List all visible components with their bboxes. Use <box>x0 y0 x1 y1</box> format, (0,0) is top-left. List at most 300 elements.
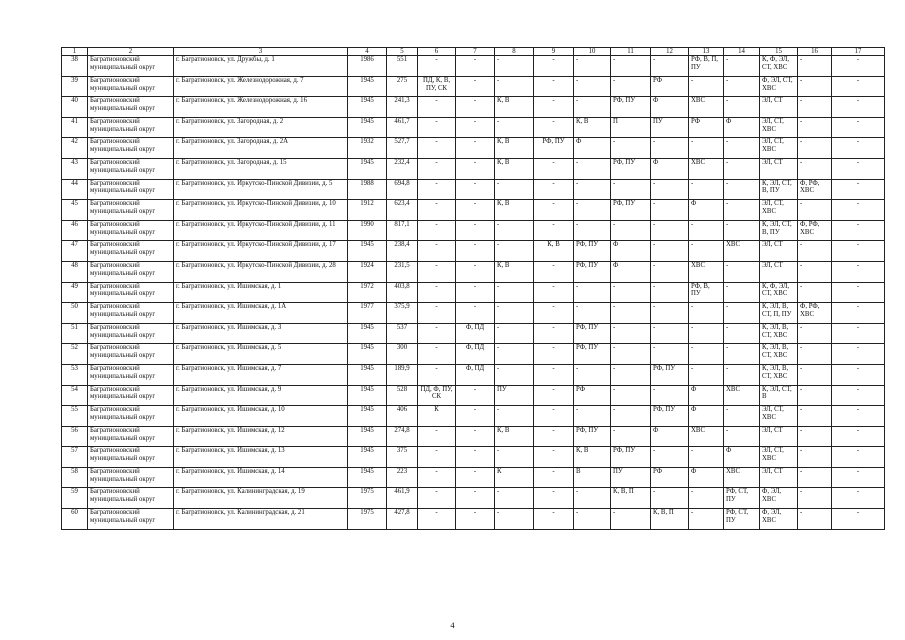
table-cell: - <box>456 406 495 427</box>
table-cell: К, В <box>495 138 534 159</box>
table-cell: - <box>418 97 456 118</box>
table-cell: - <box>495 282 534 303</box>
table-cell: РФ, В, П, ПУ <box>689 56 724 77</box>
table-cell: - <box>651 56 689 77</box>
column-number: 10 <box>574 48 611 56</box>
table-cell: - <box>418 56 456 77</box>
table-cell: 461,7 <box>387 117 418 138</box>
table-cell: ЭЛ, СТ <box>760 97 798 118</box>
table-cell: 1977 <box>348 303 387 324</box>
table-cell: Багратионовский муниципальный округ <box>88 241 174 262</box>
table-row <box>62 97 885 118</box>
table-cell: - <box>798 426 832 447</box>
table-cell: 427,8 <box>387 509 418 530</box>
table-cell: г. Багратионовск, ул. Железнодорожная, д. 7 <box>174 76 348 97</box>
table-cell: - <box>832 385 885 406</box>
table-cell: - <box>574 220 611 241</box>
table-cell: 1932 <box>348 138 387 159</box>
table-cell: РФ, ПУ <box>574 344 611 365</box>
table-cell: К, ЭЛ, В, СТ, ХВС <box>760 344 798 365</box>
table-cell: ЭЛ, СТ, ХВС <box>760 117 798 138</box>
table-cell: - <box>611 364 651 385</box>
table-cell: - <box>651 488 689 509</box>
column-number: 13 <box>689 48 724 56</box>
table-cell: ПД, Ф, ПУ, СК <box>418 385 456 406</box>
table-cell: - <box>534 97 574 118</box>
table-cell: Багратионовский муниципальный округ <box>88 97 174 118</box>
table-cell: ХВС <box>689 97 724 118</box>
table-cell: - <box>689 323 724 344</box>
table-cell: - <box>574 282 611 303</box>
table-cell: Ф <box>689 385 724 406</box>
table-cell: - <box>418 200 456 221</box>
table-cell: - <box>418 426 456 447</box>
table-cell: 44 <box>62 179 88 200</box>
building-repair-table <box>61 47 885 530</box>
table-cell: г. Багратионовск, ул. Ишимская, д. 14 <box>174 467 348 488</box>
table-cell: - <box>456 97 495 118</box>
table-cell: К, В <box>495 426 534 447</box>
table-cell: ЭЛ, СТ, ХВС <box>760 200 798 221</box>
table-cell: г. Багратионовск, ул. Загородная, д. 15 <box>174 158 348 179</box>
table-cell: РФ, ПУ <box>651 364 689 385</box>
table-cell: - <box>832 56 885 77</box>
table-cell: - <box>456 117 495 138</box>
table-cell: - <box>574 56 611 77</box>
table-cell: г. Багратионовск, ул. Ишимская, д. 13 <box>174 447 348 468</box>
table-cell: 232,4 <box>387 158 418 179</box>
table-cell: К, В <box>495 200 534 221</box>
table-cell: - <box>418 261 456 282</box>
table-cell: Ф <box>651 426 689 447</box>
table-cell: 41 <box>62 117 88 138</box>
table-cell: Багратионовский муниципальный округ <box>88 509 174 530</box>
table-cell: - <box>534 447 574 468</box>
table-body <box>62 56 885 530</box>
table-cell: - <box>832 488 885 509</box>
table-cell: Багратионовский муниципальный округ <box>88 158 174 179</box>
table-cell: - <box>611 344 651 365</box>
table-cell: - <box>651 303 689 324</box>
table-cell: Багратионовский муниципальный округ <box>88 138 174 159</box>
table-cell: - <box>689 488 724 509</box>
table-cell: ЭЛ, СТ <box>760 467 798 488</box>
table-cell: - <box>456 261 495 282</box>
table-cell: ЭЛ, СТ <box>760 426 798 447</box>
table-cell: - <box>798 364 832 385</box>
table-cell: ПД, К, В, ПУ, СК <box>418 76 456 97</box>
table-cell: - <box>495 447 534 468</box>
table-cell: - <box>611 323 651 344</box>
table-cell: 42 <box>62 138 88 159</box>
table-cell: - <box>689 303 724 324</box>
table-cell: Ф, ПД <box>456 344 495 365</box>
table-cell: Ф, ЭЛ, СТ, ХВС <box>760 76 798 97</box>
table-cell: РФ, ПУ <box>611 97 651 118</box>
table-cell: 1945 <box>348 426 387 447</box>
table-cell: - <box>418 323 456 344</box>
table-cell: - <box>456 158 495 179</box>
table-cell: К, ЭЛ, СТ, В, ПУ <box>760 179 798 200</box>
table-cell: - <box>418 179 456 200</box>
table-cell: ЭЛ, СТ, ХВС <box>760 138 798 159</box>
table-cell: 223 <box>387 467 418 488</box>
table-cell: - <box>651 344 689 365</box>
table-cell: - <box>456 76 495 97</box>
table-cell: ЭЛ, СТ <box>760 261 798 282</box>
table-cell: - <box>534 76 574 97</box>
column-number: 6 <box>418 48 456 56</box>
table-cell: - <box>495 117 534 138</box>
table-cell: РФ <box>651 467 689 488</box>
table-cell: 1945 <box>348 323 387 344</box>
table-cell: К, ЭЛ, СТ, В <box>760 385 798 406</box>
table-cell: - <box>495 303 534 324</box>
table-cell: Багратионовский муниципальный округ <box>88 56 174 77</box>
column-number: 12 <box>651 48 689 56</box>
table-cell: ХВС <box>689 261 724 282</box>
table-cell: 1945 <box>348 364 387 385</box>
table-cell: ЭЛ, СТ, ХВС <box>760 447 798 468</box>
table-cell: - <box>724 97 760 118</box>
table-cell: - <box>832 282 885 303</box>
table-cell: г. Багратионовск, ул. Ишимская, д. 1А <box>174 303 348 324</box>
column-number: 14 <box>724 48 760 56</box>
table-cell: г. Багратионовск, ул. Ишимская, д. 9 <box>174 385 348 406</box>
table-cell: Ф, ЭЛ, ХВС <box>760 509 798 530</box>
table-cell: - <box>832 447 885 468</box>
table-cell: - <box>534 261 574 282</box>
table-cell: Багратионовский муниципальный округ <box>88 179 174 200</box>
table-cell: Ф <box>651 97 689 118</box>
table-cell: 46 <box>62 220 88 241</box>
table-cell: 43 <box>62 158 88 179</box>
table-cell: К <box>495 467 534 488</box>
table-cell: - <box>651 220 689 241</box>
table-cell: - <box>456 282 495 303</box>
table-cell: - <box>832 344 885 365</box>
table-cell: - <box>534 509 574 530</box>
document-page <box>61 47 884 530</box>
table-cell: - <box>418 117 456 138</box>
table-cell: - <box>418 303 456 324</box>
table-cell: Ф, ПД <box>456 364 495 385</box>
table-cell: г. Багратионовск, ул. Иркутско-Пинской Дивизии, д. 5 <box>174 179 348 200</box>
table-cell: - <box>418 220 456 241</box>
table-cell: - <box>724 220 760 241</box>
column-number: 2 <box>88 48 174 56</box>
table-cell: 694,8 <box>387 179 418 200</box>
table-cell: - <box>832 303 885 324</box>
table-cell: Ф <box>724 447 760 468</box>
table-cell: - <box>689 344 724 365</box>
table-cell: 51 <box>62 323 88 344</box>
table-cell: г. Багратионовск, ул. Иркутско-Пинской Дивизии, д. 28 <box>174 261 348 282</box>
column-number: 15 <box>760 48 798 56</box>
table-cell: РФ <box>651 76 689 97</box>
table-cell: - <box>495 56 534 77</box>
table-cell: - <box>724 261 760 282</box>
table-cell: 40 <box>62 97 88 118</box>
table-cell: Багратионовский муниципальный округ <box>88 200 174 221</box>
table-cell: - <box>611 303 651 324</box>
table-cell: 1945 <box>348 158 387 179</box>
table-cell: Багратионовский муниципальный округ <box>88 76 174 97</box>
column-number-row <box>62 48 885 56</box>
table-cell: 623,4 <box>387 200 418 221</box>
table-cell: - <box>832 117 885 138</box>
table-cell: Ф <box>611 241 651 262</box>
table-cell: Багратионовский муниципальный округ <box>88 323 174 344</box>
table-cell: Багратионовский муниципальный округ <box>88 117 174 138</box>
table-cell: - <box>574 488 611 509</box>
table-cell: - <box>798 241 832 262</box>
table-cell: Ф <box>611 261 651 282</box>
table-cell: - <box>456 488 495 509</box>
table-cell: - <box>574 158 611 179</box>
table-cell: - <box>534 467 574 488</box>
table-cell: П <box>611 117 651 138</box>
table-cell: К, ЭЛ, В, СТ, П, ПУ <box>760 303 798 324</box>
table-cell: - <box>611 56 651 77</box>
table-row <box>62 385 885 406</box>
table-cell: Ф <box>724 117 760 138</box>
table-cell: К, В, П <box>651 509 689 530</box>
table-cell: - <box>534 179 574 200</box>
column-number: 3 <box>174 48 348 56</box>
table-cell: - <box>495 406 534 427</box>
table-cell: - <box>534 406 574 427</box>
table-cell: - <box>832 241 885 262</box>
table-cell: - <box>456 467 495 488</box>
table-cell: - <box>456 56 495 77</box>
table-cell: - <box>651 179 689 200</box>
table-cell: - <box>798 138 832 159</box>
table-cell: г. Багратионовск, ул. Ишимская, д. 1 <box>174 282 348 303</box>
table-cell: - <box>798 509 832 530</box>
table-cell: - <box>651 200 689 221</box>
table-cell: - <box>611 385 651 406</box>
table-cell: 59 <box>62 488 88 509</box>
table-cell: 60 <box>62 509 88 530</box>
table-cell: г. Багратионовск, ул. Ишимская, д. 5 <box>174 344 348 365</box>
table-row <box>62 303 885 324</box>
table-cell: - <box>798 488 832 509</box>
table-cell: 54 <box>62 385 88 406</box>
table-cell: 38 <box>62 56 88 77</box>
table-cell: - <box>798 117 832 138</box>
table-row <box>62 261 885 282</box>
column-number: 1 <box>62 48 88 56</box>
table-cell: 1988 <box>348 179 387 200</box>
table-cell: К, В <box>574 447 611 468</box>
table-row <box>62 200 885 221</box>
table-cell: - <box>798 261 832 282</box>
table-cell: ЭЛ, СТ, ХВС <box>760 406 798 427</box>
table-cell: - <box>418 467 456 488</box>
table-cell: 300 <box>387 344 418 365</box>
table-cell: 1945 <box>348 406 387 427</box>
table-cell: - <box>689 179 724 200</box>
table-cell: ЭЛ, СТ <box>760 158 798 179</box>
table-row <box>62 282 885 303</box>
table-cell: РФ <box>689 117 724 138</box>
table-cell: - <box>456 138 495 159</box>
table-cell: - <box>495 76 534 97</box>
table-cell: ХВС <box>689 158 724 179</box>
table-cell: - <box>724 344 760 365</box>
table-cell: - <box>832 138 885 159</box>
table-cell: - <box>651 241 689 262</box>
table-cell: 1975 <box>348 509 387 530</box>
table-cell: - <box>611 179 651 200</box>
table-cell: 48 <box>62 261 88 282</box>
table-cell: ХВС <box>689 426 724 447</box>
table-cell: - <box>456 447 495 468</box>
table-cell: 1945 <box>348 241 387 262</box>
column-number: 16 <box>798 48 832 56</box>
table-cell: 403,8 <box>387 282 418 303</box>
table-cell: - <box>456 241 495 262</box>
table-cell: г. Багратионовск, ул. Ишимская, д. 7 <box>174 364 348 385</box>
table-cell: ХВС <box>724 467 760 488</box>
table-row <box>62 117 885 138</box>
table-cell: - <box>798 406 832 427</box>
table-cell: - <box>574 97 611 118</box>
table-cell: 49 <box>62 282 88 303</box>
table-cell: г. Багратионовск, ул. Дружбы, д. 1 <box>174 56 348 77</box>
table-cell: - <box>651 447 689 468</box>
table-cell: - <box>832 179 885 200</box>
table-cell: - <box>611 76 651 97</box>
table-cell: - <box>798 97 832 118</box>
table-cell: г. Багратионовск, ул. Загородная, д. 2А <box>174 138 348 159</box>
table-cell: 817,1 <box>387 220 418 241</box>
table-cell: - <box>534 282 574 303</box>
table-cell: - <box>689 241 724 262</box>
table-cell: г. Багратионовск, ул. Ишимская, д. 3 <box>174 323 348 344</box>
table-row <box>62 364 885 385</box>
table-cell: 1990 <box>348 220 387 241</box>
table-cell: - <box>534 56 574 77</box>
table-cell: К, ЭЛ, В, СТ, ХВС <box>760 323 798 344</box>
table-cell: ПУ <box>651 117 689 138</box>
table-cell: - <box>495 488 534 509</box>
table-cell: Ф <box>651 158 689 179</box>
table-cell: г. Багратионовск, ул. Калининградская, д. 19 <box>174 488 348 509</box>
table-cell: - <box>689 364 724 385</box>
table-cell: - <box>798 385 832 406</box>
table-cell: К, ЭЛ, СТ, В, ПУ <box>760 220 798 241</box>
table-row <box>62 323 885 344</box>
table-cell: - <box>574 179 611 200</box>
table-cell: - <box>418 364 456 385</box>
table-cell: - <box>689 220 724 241</box>
table-cell: 45 <box>62 200 88 221</box>
table-cell: 1945 <box>348 344 387 365</box>
table-cell: ХВС <box>724 241 760 262</box>
table-cell: РФ, ПУ <box>611 447 651 468</box>
table-cell: - <box>832 509 885 530</box>
table-row <box>62 158 885 179</box>
table-cell: - <box>611 282 651 303</box>
table-cell: г. Багратионовск, ул. Железнодорожная, д. 16 <box>174 97 348 118</box>
table-cell: - <box>456 426 495 447</box>
table-cell: ХВС <box>724 385 760 406</box>
table-cell: 1945 <box>348 117 387 138</box>
table-cell: - <box>832 158 885 179</box>
table-cell: - <box>534 158 574 179</box>
table-cell: - <box>689 76 724 97</box>
table-cell: 527,7 <box>387 138 418 159</box>
table-cell: РФ <box>574 385 611 406</box>
table-cell: - <box>724 179 760 200</box>
table-cell: - <box>798 282 832 303</box>
table-cell: 57 <box>62 447 88 468</box>
table-cell: - <box>724 56 760 77</box>
table-cell: - <box>611 509 651 530</box>
table-cell: - <box>418 282 456 303</box>
table-cell: 241,3 <box>387 97 418 118</box>
table-cell: - <box>456 385 495 406</box>
table-cell: - <box>418 138 456 159</box>
table-row <box>62 509 885 530</box>
table-cell: - <box>495 179 534 200</box>
table-cell: - <box>534 323 574 344</box>
table-cell: - <box>574 76 611 97</box>
column-number: 5 <box>387 48 418 56</box>
table-cell: 1945 <box>348 76 387 97</box>
table-cell: - <box>611 220 651 241</box>
table-cell: - <box>798 447 832 468</box>
table-cell: - <box>832 220 885 241</box>
table-cell: - <box>495 344 534 365</box>
table-cell: Ф <box>689 406 724 427</box>
table-cell: - <box>832 323 885 344</box>
table-cell: - <box>832 200 885 221</box>
table-cell: - <box>724 282 760 303</box>
table-cell: - <box>456 509 495 530</box>
table-cell: - <box>534 385 574 406</box>
table-cell: г. Багратионовск, ул. Калининградская, д. 21 <box>174 509 348 530</box>
table-cell: 53 <box>62 364 88 385</box>
table-row <box>62 179 885 200</box>
table-cell: - <box>456 220 495 241</box>
table-cell: РФ, СТ, ПУ <box>724 509 760 530</box>
table-cell: РФ, В, ПУ <box>689 282 724 303</box>
table-cell: - <box>832 364 885 385</box>
table-cell: ЭЛ, СТ <box>760 241 798 262</box>
table-cell: - <box>495 323 534 344</box>
table-cell: - <box>574 509 611 530</box>
table-cell: 528 <box>387 385 418 406</box>
table-cell: 1945 <box>348 97 387 118</box>
table-row <box>62 138 885 159</box>
table-cell: К, В, П <box>611 488 651 509</box>
table-cell: - <box>534 364 574 385</box>
table-row <box>62 488 885 509</box>
table-cell: РФ, ПУ <box>651 406 689 427</box>
table-cell: - <box>534 344 574 365</box>
table-cell: 537 <box>387 323 418 344</box>
table-cell: - <box>574 303 611 324</box>
table-cell: К, Ф, ЭЛ, СТ, ХВС <box>760 282 798 303</box>
table-cell: Багратионовский муниципальный округ <box>88 467 174 488</box>
table-cell: - <box>456 200 495 221</box>
table-cell: Багратионовский муниципальный округ <box>88 220 174 241</box>
table-row <box>62 344 885 365</box>
table-cell: - <box>798 323 832 344</box>
